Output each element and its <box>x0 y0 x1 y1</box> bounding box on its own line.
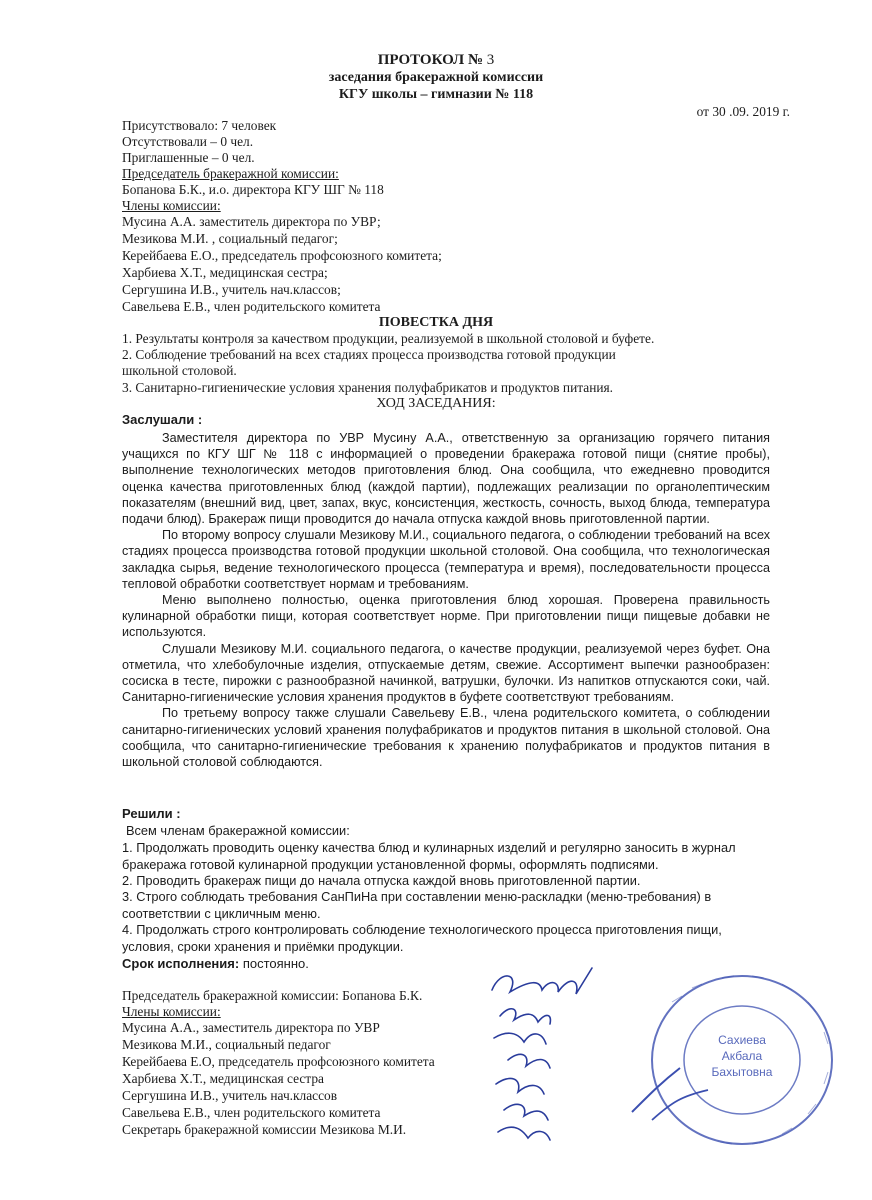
agenda-item: 1. Результаты контроля за качеством продукции, реализуемой в школьной столовой и буфете. <box>122 331 655 346</box>
signature-chair: Председатель бракеражной комиссии: Бопанова Б.К. <box>122 988 423 1003</box>
member-item: Сергушина И.В., учитель нач.классов; <box>122 282 341 297</box>
signature-member: Савельева Е.В., член родительского комитета <box>122 1105 381 1120</box>
stamp-name1: Сахиева <box>718 1033 766 1047</box>
deadline-label: Срок исполнения: <box>122 956 240 971</box>
protocol-number: 3 <box>486 52 495 68</box>
member-item: Харбиева Х.Т., медицинская сестра; <box>122 265 328 280</box>
stamp-name3: Бахытовна <box>711 1065 773 1079</box>
proceedings-paragraph: По третьему вопросу также слушали Савельеву Е.В., члена родительского комитета, о соблюдении санитарно-гигиенических условий хранения полуфабрикатов и продуктов питания в школьной столовой. Она сообщила, что санитарно-гигиенические требования к хранению полуфабрикатов и продуктов питания в школьной столовой соблюдаются. <box>122 706 770 770</box>
member-item: Мезикова М.И. , социальный педагог; <box>122 231 338 246</box>
protocol-date: от 30 .09. 2019 г. <box>696 104 790 119</box>
agenda-item: школьной столовой. <box>122 363 237 378</box>
proceedings-body <box>122 430 770 770</box>
protocol-title: ПРОТОКОЛ № 3 <box>377 52 495 68</box>
attendance-absent: Отсутствовали – 0 чел. <box>122 134 254 149</box>
chair-name: Бопанова Б.К., и.о. директора КГУ ШГ № 118 <box>122 182 384 197</box>
signature-member: Керейбаева Е.О, председатель профсоюзного комитета <box>122 1054 435 1069</box>
agenda-item: 3. Санитарно-гигиенические условия хранения полуфабрикатов и продуктов питания. <box>122 380 614 395</box>
protocol-org: КГУ школы – гимназии № 118 <box>338 87 534 102</box>
proceedings-paragraph: Заместителя директора по УВР Мусину А.А., ответственную за организацию горячего питания учащихся по КГУ ШГ № 118 с информацией о проведении бракеража готовой пищи (снятие пробы), выполнение технологических методов приготовления блюд. Она сообщила, что ежедневно проводится оценка качества приготовленных блюд (каждой партии), подлежащих реализации по органолептическим показателям (внешний вид, цвет, запах, вкус, консистенция, жесткость, сочность, выход блюда, температура подачи блюд). Бракераж пищи проводится до начала отпуска каждой вновь приготовленной партии. <box>122 431 770 527</box>
proceedings-paragraph: По второму вопросу слушали Мезикову М.И., социального педагога, о соблюдении требований на всех стадиях процесса производства готовой продукции школьной столовой. Она сообщила, что технологическая закладка сырья, ведение технологического процесса (температура и время), последовательности процесса тепловой обработки соответствует нормам и требованиям. <box>122 528 770 591</box>
decision-item: 3. Строго соблюдать требования СанПиНа при составлении меню-раскладки (меню-требования) в соответствии с цикличным меню. <box>122 889 712 921</box>
decision-item: 4. Продолжать строго контролировать соблюдение технологического процесса приготовления пищи, условия, сроки хранения и приёмки продукции. <box>122 922 722 954</box>
signature-member: Мусина А.А., заместитель директора по УВР <box>122 1020 380 1035</box>
member-item: Мусина А.А. заместитель директора по УВР; <box>122 214 381 229</box>
attendance-invited: Приглашенные – 0 чел. <box>122 150 255 165</box>
decision-item: 1. Продолжать проводить оценку качества блюд и кулинарных изделий и регулярно заносить в журнал бракеража готовой кулинарной продукции установленной формы, оформлять подписями. <box>122 840 736 872</box>
heard-label: Заслушали : <box>122 412 203 427</box>
signature-member: Сергушина И.В., учитель нач.классов <box>122 1088 338 1103</box>
decision-label: Решили : <box>122 806 181 821</box>
signature-members-heading: Члены комиссии: <box>122 1004 221 1019</box>
signature-secretary: Секретарь бракеражной комиссии Мезикова М.И. <box>122 1122 407 1137</box>
signature-member: Мезикова М.И., социальный педагог <box>122 1037 331 1052</box>
stamp-name2: Акбала <box>721 1049 763 1063</box>
signature-member: Харбиева Х.Т., медицинская сестра <box>122 1071 324 1086</box>
agenda-item: 2. Соблюдение требований на всех стадиях процесса производства готовой продукции <box>122 347 616 362</box>
members-heading: Члены комиссии: <box>122 198 221 213</box>
chair-heading: Председатель бракеражной комиссии: <box>122 166 339 181</box>
protocol-subtitle: заседания бракеражной комиссии <box>328 70 544 85</box>
decision-intro: Всем членам бракеражной комиссии: <box>126 823 350 838</box>
decision-item: 2. Проводить бракераж пищи до начала отпуска каждой вновь приготовленной партии. <box>122 873 641 888</box>
member-item: Керейбаева Е.О., председатель профсоюзного комитета; <box>122 248 442 263</box>
deadline-value: постоянно. <box>242 956 309 971</box>
official-stamp <box>612 972 842 1152</box>
attendance-present: Присутствовало: 7 человек <box>122 118 277 133</box>
agenda-heading: ПОВЕСТКА ДНЯ <box>378 315 494 330</box>
proceedings-paragraph: Слушали Мезикову М.И. социального педагога, о качестве продукции, реализуемой через буфет. Она отметила, что хлебобулочные изделия, отпускаемые детям, свежие. Ассортимент выпечки разнообразен: сосиска в тесте, пирожки с разнообразной начинкой, ватрушки, булочки. Из напитков отпускаются соки, чай. Санитарно-гигиенические условия хранения продуктов в буфете соответствуют требованиям. <box>122 641 770 705</box>
proceedings-heading: ХОД ЗАСЕДАНИЯ: <box>376 396 496 411</box>
proceedings-paragraph: Меню выполнено полностью, оценка приготовления блюд хорошая. Проверена правильность кулинарной обработки пищи, которая соответствует норме. При приготовлении пищи пищевые добавки не используются. <box>122 593 770 640</box>
handwritten-signatures <box>480 960 630 1160</box>
deadline <box>122 956 309 972</box>
member-item: Савельева Е.В., член родительского комитета <box>122 299 381 314</box>
